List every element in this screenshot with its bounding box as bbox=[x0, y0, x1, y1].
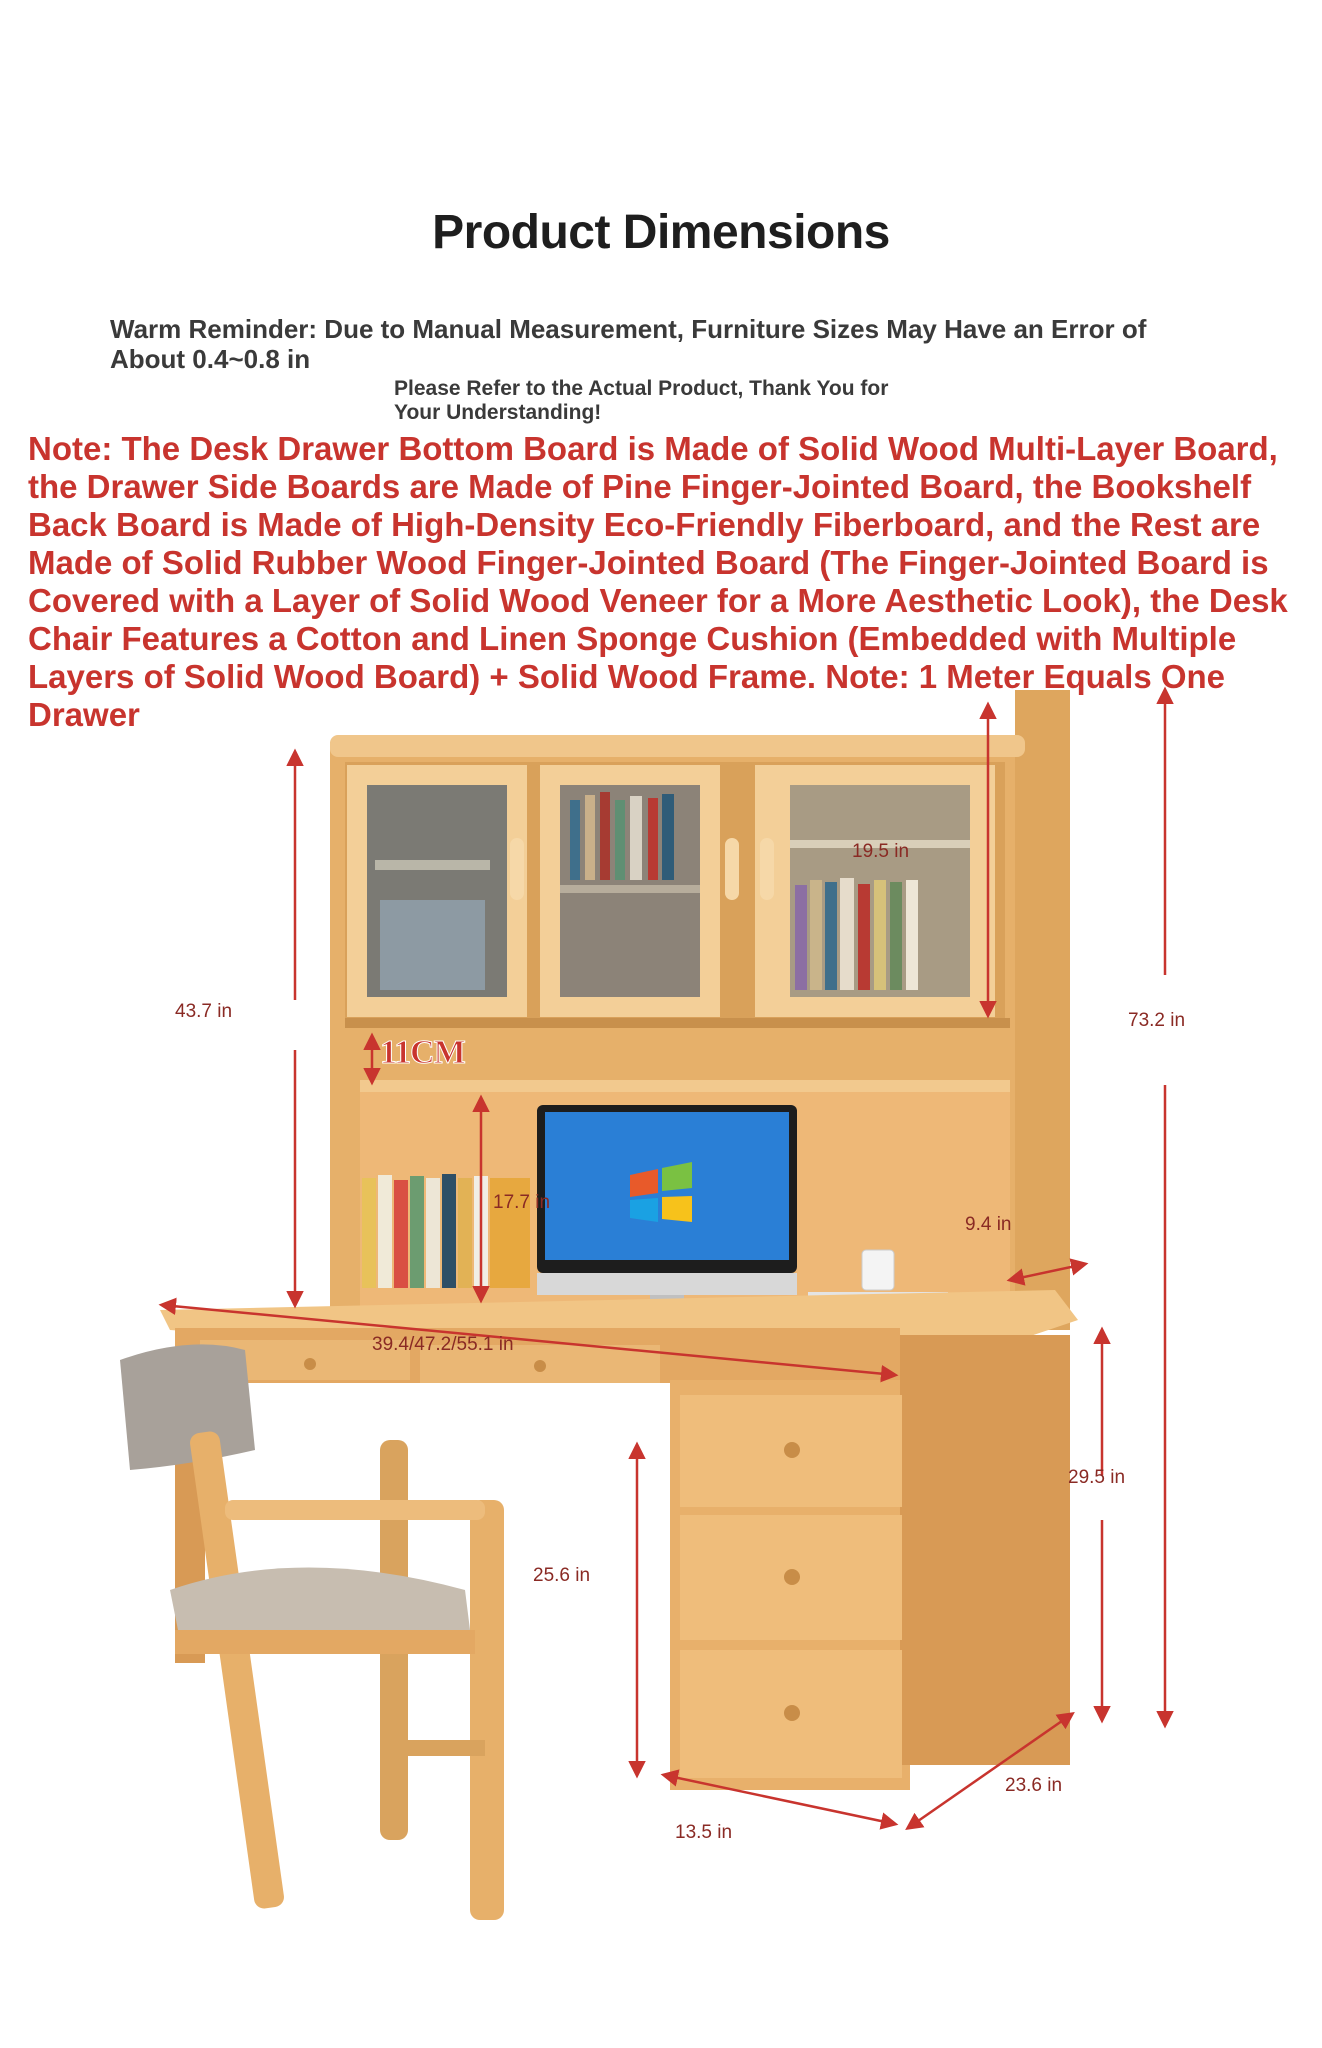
leg-height-label: 25.6 in bbox=[533, 1565, 591, 1586]
chair bbox=[120, 1344, 504, 1920]
glass-door-middle bbox=[540, 765, 720, 1017]
hutch bbox=[330, 690, 1070, 1330]
hutch-depth-label: 9.4 in bbox=[965, 1214, 1012, 1235]
total-height-label: 73.2 in bbox=[1128, 1010, 1186, 1031]
shelf-gap-label: 11CM bbox=[380, 1034, 465, 1071]
glass-door-right bbox=[755, 765, 995, 1017]
page-title: Product Dimensions bbox=[432, 206, 890, 259]
desk-height-label: 29.5 in bbox=[1068, 1467, 1126, 1488]
material-note: Note: The Desk Drawer Bottom Board is Made of Solid Wood Multi-Layer Board, the Drawer Side Boards are Made of Pine Finger-Jointed Board, the Bookshelf Back Board is Made of High-Density Eco-Friendly Fiberboard, and the Rest are Made of Solid Rubber Wood Finger-Jointed Board (The Finger-Jointed Board is Covered with a Layer of Solid Wood Veneer for a More Aesthetic Look), the Desk Chair Features a Cotton and Linen Sponge Cushion (Embedded with Multiple Layers of Solid Wood Board) + Solid Wood Frame. Note: 1 Meter Equals One Drawer bbox=[28, 430, 1288, 733]
monitor bbox=[537, 1105, 797, 1313]
drawer-width-label: 13.5 in bbox=[675, 1822, 733, 1843]
refer-product-note: Please Refer to the Actual Product, Thank You for Your Understanding! bbox=[394, 377, 889, 424]
glass-door-left bbox=[347, 765, 527, 1017]
cabinet-height-label: 19.5 in bbox=[852, 841, 910, 862]
desk-depth-label: 23.6 in bbox=[1005, 1775, 1063, 1796]
desk-clearance-label: 17.7 in bbox=[493, 1192, 551, 1213]
hutch-height-label: 43.7 in bbox=[175, 1001, 233, 1022]
measurement-reminder: Warm Reminder: Due to Manual Measurement, Furniture Sizes May Have an Error of About 0.4~0.8 in bbox=[110, 314, 1147, 374]
desk bbox=[160, 1290, 1078, 1790]
desk-width-label: 39.4/47.2/55.1 in bbox=[372, 1334, 514, 1355]
